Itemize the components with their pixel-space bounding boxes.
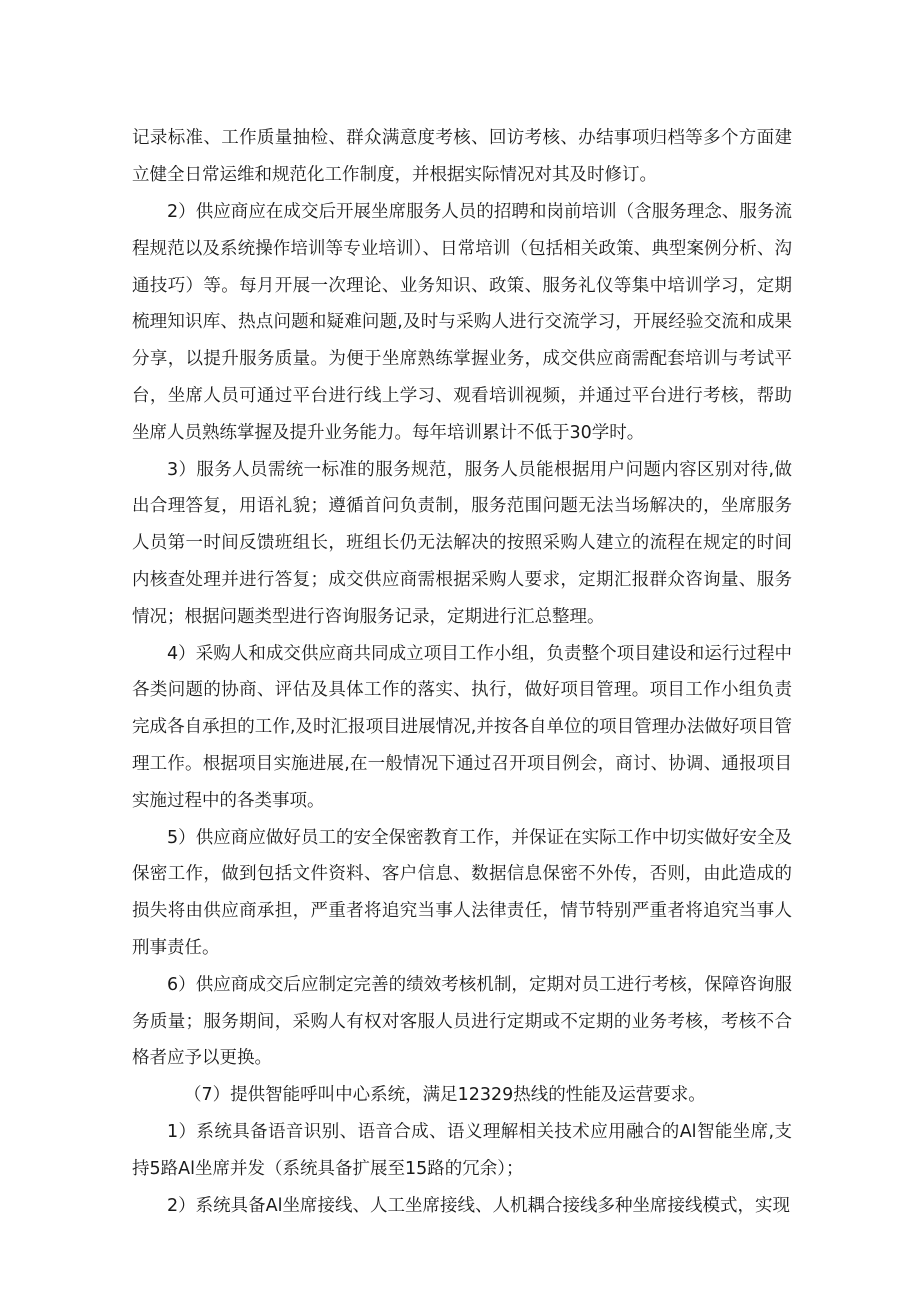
- paragraph-continued: 记录标准、工作质量抽检、群众满意度考核、回访考核、办结事项归档等多个方面建立健全日常运维和规范化工作制度，并根据实际情况对其及时修订。: [132, 128, 792, 185]
- paragraph-item-2-agent-modes: 2）系统具备Al坐席接线、人工坐席接线、人机耦合接线多种坐席接线模式，实现: [167, 1195, 790, 1216]
- paragraph-item-1-ai-agent: 1）系统具备语音识别、语音合成、语义理解相关技术应用融合的Al智能坐席,支持5路Al坐席并发（系统具备扩展至15路的冗余）；: [132, 1121, 792, 1179]
- section-heading-7-call-center: （7）提供智能呼叫中心系统，满足12329热线的性能及运营要求。: [184, 1085, 706, 1106]
- paragraph-item-3-service-standard: 3）服务人员需统一标准的服务规范，服务人员能根据用户问题内容区别对待,做出合理答复，用语礼貌；遵循首问负责制，服务范围问题无法当场解决的，坐席服务人员第一时间反馈班组长，班组长仍无法解决的按照采购人建立的流程在规定的时间内核查处理并进行答复；成交供应商需根据采购人要求，定期汇报群众咨询量、服务情况；根据问题类型进行咨询服务记录，定期进行汇总整理。: [132, 459, 792, 627]
- document-body: [132, 120, 792, 1224]
- paragraph-item-2-training: 2）供应商应在成交后开展坐席服务人员的招聘和岗前培训（含服务理念、服务流程规范以及系统操作培训等专业培训）、日常培训（包括相关政策、典型案例分析、沟通技巧）等。每月开展一次理论、业务知识、政策、服务礼仪等集中培训学习，定期梳理知识库、热点问题和疑难问题,及时与采购人进行交流学习，开展经验交流和成果分享，以提升服务质量。为便于坐席熟练掌握业务，成交供应商需配套培训与考试平台，坐席人员可通过平台进行线上学习、观看培训视频，并通过平台进行考核，帮助坐席人员熟练掌握及提升业务能力。每年培训累计不低于30学时。: [132, 201, 792, 443]
- paragraph-item-5-security: 5）供应商应做好员工的安全保密教育工作，并保证在实际工作中切实做好安全及保密工作，做到包括文件资料、客户信息、数据信息保密不外传，否则，由此造成的损失将由供应商承担，严重者将追究当事人法律责任，情节特别严重者将追究当事人刑事责任。: [132, 827, 792, 958]
- paragraph-item-6-performance: 6）供应商成交后应制定完善的绩效考核机制，定期对员工进行考核，保障咨询服务质量；服务期间，采购人有权对客服人员进行定期或不定期的业务考核，考核不合格者应予以更换。: [132, 974, 792, 1069]
- paragraph-item-4-project-team: 4）采购人和成交供应商共同成立项目工作小组，负责整个项目建设和运行过程中各类问题的协商、评估及具体工作的落实、执行，做好项目管理。项目工作小组负责完成各自承担的工作,及时汇报项目进展情况,并按各自单位的项目管理办法做好项目管理工作。根据项目实施进展,在一般情况下通过召开项目例会，商讨、协调、通报项目实施过程中的各类事项。: [132, 643, 792, 811]
